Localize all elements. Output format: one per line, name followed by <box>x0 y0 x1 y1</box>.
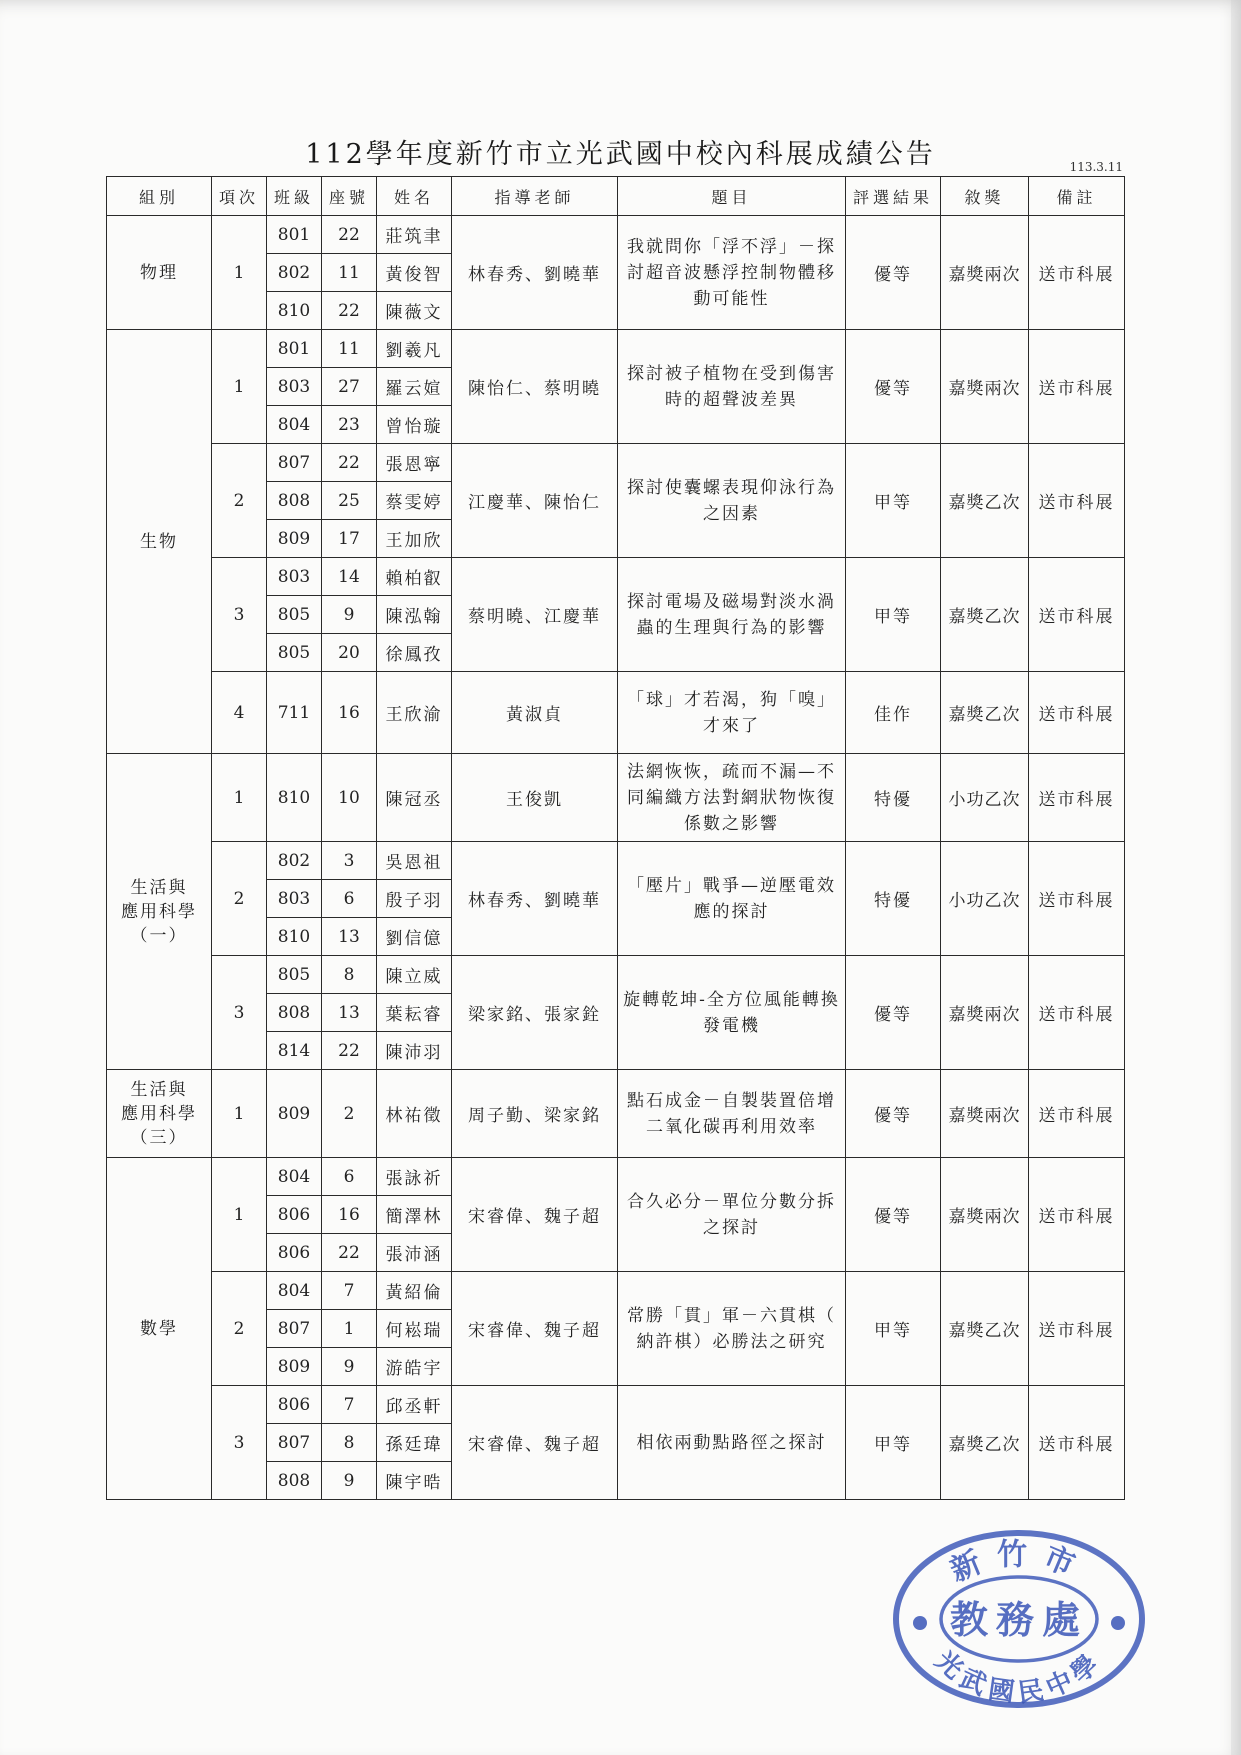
topic-cell <box>618 1158 846 1272</box>
table-row <box>107 842 1125 880</box>
student-name-cell: 陳沛羽 <box>377 1032 452 1070</box>
award-cell: 嘉獎兩次 <box>941 1070 1029 1158</box>
seat-cell: 17 <box>322 520 377 558</box>
student-name-cell: 何崧瑞 <box>377 1310 452 1348</box>
class-cell: 809 <box>267 520 322 558</box>
seal-bottom-text: 光武國民中學 <box>929 1645 1109 1709</box>
class-cell: 805 <box>267 634 322 672</box>
table-row <box>107 672 1125 754</box>
seat-cell: 13 <box>322 918 377 956</box>
student-name-cell: 黃紹倫 <box>377 1272 452 1310</box>
remark-cell: 送市科展 <box>1029 444 1125 558</box>
group-label-line: 生物 <box>140 531 178 552</box>
topic-line: 才來了 <box>703 715 760 736</box>
header-topic: 題目 <box>618 177 846 216</box>
group-cell <box>107 216 212 330</box>
topic-line: 討超音波懸浮控制物體移 <box>627 262 836 283</box>
seat-cell: 13 <box>322 994 377 1032</box>
teacher-cell: 江慶華、陳怡仁 <box>452 444 618 558</box>
item-cell: 3 <box>212 558 267 672</box>
header-seat: 座號 <box>322 177 377 216</box>
topic-cell <box>618 444 846 558</box>
class-cell: 810 <box>267 754 322 842</box>
teacher-cell: 林春秀、劉曉華 <box>452 842 618 956</box>
seat-cell: 16 <box>322 672 377 754</box>
student-name-cell: 陳薇文 <box>377 292 452 330</box>
remark-cell: 送市科展 <box>1029 1386 1125 1500</box>
group-label-line: （一） <box>130 925 188 946</box>
result-cell: 佳作 <box>846 672 941 754</box>
topic-line: 探討被子植物在受到傷害 <box>627 363 836 384</box>
award-cell: 嘉獎乙次 <box>941 558 1029 672</box>
student-name-cell: 孫廷瑋 <box>377 1424 452 1462</box>
class-cell: 801 <box>267 216 322 254</box>
seat-cell: 22 <box>322 292 377 330</box>
topic-line: 點石成金－自製裝置倍增 <box>627 1090 836 1111</box>
student-name-cell: 林祐徵 <box>377 1070 452 1158</box>
class-cell: 809 <box>267 1070 322 1158</box>
student-name-cell: 陳冠丞 <box>377 754 452 842</box>
class-cell: 803 <box>267 368 322 406</box>
remark-cell: 送市科展 <box>1029 1070 1125 1158</box>
remark-cell: 送市科展 <box>1029 1158 1125 1272</box>
topic-cell <box>618 842 846 956</box>
topic-cell <box>618 1386 846 1500</box>
remark-cell: 送市科展 <box>1029 672 1125 754</box>
scan-edge-strip <box>1231 0 1241 1755</box>
student-name-cell: 王加欣 <box>377 520 452 558</box>
group-label-line: 生活與 <box>130 877 188 898</box>
topic-line: 二氧化碳再利用效率 <box>646 1116 817 1137</box>
table-row <box>107 558 1125 596</box>
student-name-cell: 曾怡璇 <box>377 406 452 444</box>
topic-line: 動可能性 <box>693 288 770 309</box>
student-name-cell: 吳恩祖 <box>377 842 452 880</box>
header-name: 姓名 <box>377 177 452 216</box>
topic-line: 時的超聲波差異 <box>665 389 798 410</box>
class-cell: 804 <box>267 1158 322 1196</box>
seat-cell: 7 <box>322 1386 377 1424</box>
topic-cell <box>618 956 846 1070</box>
group-label-line: （三） <box>130 1127 188 1148</box>
topic-line: 發電機 <box>703 1015 760 1036</box>
teacher-cell: 梁家銘、張家銓 <box>452 956 618 1070</box>
item-cell: 1 <box>212 330 267 444</box>
item-cell: 2 <box>212 842 267 956</box>
class-cell: 804 <box>267 406 322 444</box>
teacher-cell: 黃淑貞 <box>452 672 618 754</box>
table-row <box>107 330 1125 368</box>
seat-cell: 14 <box>322 558 377 596</box>
header-row <box>107 177 1125 216</box>
topic-cell <box>618 1070 846 1158</box>
table-row <box>107 1386 1125 1424</box>
table-row <box>107 1070 1125 1158</box>
student-name-cell: 游皓宇 <box>377 1348 452 1386</box>
student-name-cell: 賴柏叡 <box>377 558 452 596</box>
table-row <box>107 956 1125 994</box>
topic-line: 係數之影響 <box>684 813 779 834</box>
seal-top-text: 新竹市 <box>945 1537 1093 1589</box>
student-name-cell: 陳泓翰 <box>377 596 452 634</box>
result-cell: 甲等 <box>846 558 941 672</box>
class-cell: 809 <box>267 1348 322 1386</box>
award-cell: 嘉獎乙次 <box>941 672 1029 754</box>
topic-cell <box>618 216 846 330</box>
seat-cell: 22 <box>322 444 377 482</box>
announcement-date: 113.3.11 <box>1069 160 1123 174</box>
award-cell: 小功乙次 <box>941 842 1029 956</box>
seat-cell: 8 <box>322 1424 377 1462</box>
svg-text:光武國民中學 <box>929 1646 1109 1709</box>
seat-cell: 22 <box>322 1234 377 1272</box>
student-name-cell: 莊筑聿 <box>377 216 452 254</box>
group-label-line: 生活與 <box>130 1079 188 1100</box>
student-name-cell: 劉羲凡 <box>377 330 452 368</box>
topic-line: 「球」才若渴，狗「嗅」 <box>627 689 836 710</box>
seat-cell: 20 <box>322 634 377 672</box>
result-cell: 優等 <box>846 216 941 330</box>
teacher-cell: 宋睿偉、魏子超 <box>452 1386 618 1500</box>
item-cell: 2 <box>212 1272 267 1386</box>
seal-flower-left-icon <box>913 1616 927 1630</box>
teacher-cell: 蔡明曉、江慶華 <box>452 558 618 672</box>
topic-line: 旋轉乾坤-全方位風能轉換 <box>623 989 840 1010</box>
student-name-cell: 張恩寧 <box>377 444 452 482</box>
topic-line: 之探討 <box>703 1217 760 1238</box>
item-cell: 1 <box>212 216 267 330</box>
student-name-cell: 簡澤林 <box>377 1196 452 1234</box>
class-cell: 802 <box>267 842 322 880</box>
seat-cell: 2 <box>322 1070 377 1158</box>
teacher-cell: 宋睿偉、魏子超 <box>452 1158 618 1272</box>
result-cell: 特優 <box>846 842 941 956</box>
seat-cell: 3 <box>322 842 377 880</box>
seat-cell: 6 <box>322 1158 377 1196</box>
table-row <box>107 1272 1125 1310</box>
topic-line: 「壓片」戰爭—逆壓電效 <box>627 875 836 896</box>
result-cell: 特優 <box>846 754 941 842</box>
topic-line: 我就問你「浮不浮」－探 <box>627 236 836 257</box>
group-label-line: 應用科學 <box>121 1103 197 1124</box>
group-cell <box>107 754 212 1070</box>
remark-cell: 送市科展 <box>1029 956 1125 1070</box>
class-cell: 805 <box>267 956 322 994</box>
topic-line: 常勝「貫」軍－六貫棋（ <box>627 1305 836 1326</box>
student-name-cell: 蔡雯婷 <box>377 482 452 520</box>
result-cell: 甲等 <box>846 1272 941 1386</box>
student-name-cell: 邱丞軒 <box>377 1386 452 1424</box>
table-row <box>107 444 1125 482</box>
seal-center-text: 教務處 <box>949 1597 1089 1642</box>
topic-cell <box>618 558 846 672</box>
topic-line: 蟲的生理與行為的影響 <box>636 617 827 638</box>
result-cell: 甲等 <box>846 444 941 558</box>
remark-cell: 送市科展 <box>1029 330 1125 444</box>
class-cell: 808 <box>267 482 322 520</box>
topic-line: 法網恢恢，疏而不漏—不 <box>627 761 836 782</box>
topic-cell <box>618 672 846 754</box>
result-cell: 優等 <box>846 1158 941 1272</box>
seat-cell: 27 <box>322 368 377 406</box>
award-cell: 小功乙次 <box>941 754 1029 842</box>
header-teacher: 指導老師 <box>452 177 618 216</box>
award-cell: 嘉獎兩次 <box>941 1158 1029 1272</box>
class-cell: 804 <box>267 1272 322 1310</box>
seat-cell: 9 <box>322 1348 377 1386</box>
class-cell: 805 <box>267 596 322 634</box>
topic-cell <box>618 330 846 444</box>
student-name-cell: 陳宇晧 <box>377 1462 452 1500</box>
header-award: 敘獎 <box>941 177 1029 216</box>
award-cell: 嘉獎兩次 <box>941 216 1029 330</box>
seat-cell: 1 <box>322 1310 377 1348</box>
page-title: 112學年度新竹市立光武國中校內科展成績公告 <box>305 139 936 170</box>
group-label-line: 應用科學 <box>121 901 197 922</box>
topic-line: 同編織方法對網狀物恢復 <box>627 787 836 808</box>
award-cell: 嘉獎乙次 <box>941 1386 1029 1500</box>
remark-cell: 送市科展 <box>1029 842 1125 956</box>
class-cell: 807 <box>267 1424 322 1462</box>
result-cell: 甲等 <box>846 1386 941 1500</box>
seat-cell: 23 <box>322 406 377 444</box>
seat-cell: 11 <box>322 254 377 292</box>
item-cell: 4 <box>212 672 267 754</box>
group-cell <box>107 330 212 754</box>
item-cell: 1 <box>212 1070 267 1158</box>
header-remark: 備註 <box>1029 177 1125 216</box>
student-name-cell: 王欣渝 <box>377 672 452 754</box>
class-cell: 807 <box>267 444 322 482</box>
header-item: 項次 <box>212 177 267 216</box>
remark-cell: 送市科展 <box>1029 216 1125 330</box>
school-seal-stamp <box>890 1515 1148 1710</box>
class-cell: 803 <box>267 558 322 596</box>
class-cell: 806 <box>267 1196 322 1234</box>
class-cell: 808 <box>267 994 322 1032</box>
remark-cell: 送市科展 <box>1029 1272 1125 1386</box>
class-cell: 801 <box>267 330 322 368</box>
teacher-cell: 宋睿偉、魏子超 <box>452 1272 618 1386</box>
group-label-line: 數學 <box>140 1318 178 1339</box>
student-name-cell: 張沛涵 <box>377 1234 452 1272</box>
award-cell: 嘉獎兩次 <box>941 956 1029 1070</box>
class-cell: 808 <box>267 1462 322 1500</box>
topic-line: 相依兩動點路徑之探討 <box>636 1432 827 1453</box>
table-row <box>107 1158 1125 1196</box>
seat-cell: 22 <box>322 1032 377 1070</box>
table-row <box>107 216 1125 254</box>
group-cell <box>107 1070 212 1158</box>
item-cell: 1 <box>212 1158 267 1272</box>
topic-line: 探討電場及磁場對淡水渦 <box>627 591 836 612</box>
seat-cell: 11 <box>322 330 377 368</box>
class-cell: 806 <box>267 1234 322 1272</box>
student-name-cell: 張詠祈 <box>377 1158 452 1196</box>
student-name-cell: 劉信億 <box>377 918 452 956</box>
header-group: 組別 <box>107 177 212 216</box>
class-cell: 806 <box>267 1386 322 1424</box>
class-cell: 803 <box>267 880 322 918</box>
student-name-cell: 陳立威 <box>377 956 452 994</box>
class-cell: 711 <box>267 672 322 754</box>
teacher-cell: 周子勤、梁家銘 <box>452 1070 618 1158</box>
results-body <box>107 216 1125 1500</box>
class-cell: 814 <box>267 1032 322 1070</box>
result-cell: 優等 <box>846 1070 941 1158</box>
student-name-cell: 葉耘睿 <box>377 994 452 1032</box>
results-table <box>106 176 1125 1500</box>
result-cell: 優等 <box>846 330 941 444</box>
topic-line: 應的探討 <box>693 901 770 922</box>
table-row <box>107 754 1125 842</box>
topic-line: 探討使囊螺表現仰泳行為 <box>627 477 836 498</box>
group-cell <box>107 1158 212 1500</box>
seat-cell: 16 <box>322 1196 377 1234</box>
item-cell: 2 <box>212 444 267 558</box>
class-cell: 802 <box>267 254 322 292</box>
award-cell: 嘉獎乙次 <box>941 444 1029 558</box>
seat-cell: 6 <box>322 880 377 918</box>
seat-cell: 25 <box>322 482 377 520</box>
topic-cell <box>618 754 846 842</box>
item-cell: 1 <box>212 754 267 842</box>
svg-text:新竹市 <box>945 1537 1092 1588</box>
seat-cell: 10 <box>322 754 377 842</box>
teacher-cell: 王俊凱 <box>452 754 618 842</box>
award-cell: 嘉獎兩次 <box>941 330 1029 444</box>
topic-cell <box>618 1272 846 1386</box>
seat-cell: 8 <box>322 956 377 994</box>
header-result: 評選結果 <box>846 177 941 216</box>
seal-flower-right-icon <box>1111 1616 1125 1630</box>
remark-cell: 送市科展 <box>1029 754 1125 842</box>
item-cell: 3 <box>212 956 267 1070</box>
class-cell: 810 <box>267 292 322 330</box>
remark-cell: 送市科展 <box>1029 558 1125 672</box>
teacher-cell: 林春秀、劉曉華 <box>452 216 618 330</box>
topic-line: 合久必分－單位分數分拆 <box>627 1191 836 1212</box>
topic-line: 納許棋）必勝法之研究 <box>636 1331 827 1352</box>
seat-cell: 9 <box>322 1462 377 1500</box>
teacher-cell: 陳怡仁、蔡明曉 <box>452 330 618 444</box>
seat-cell: 7 <box>322 1272 377 1310</box>
class-cell: 807 <box>267 1310 322 1348</box>
student-name-cell: 徐鳳孜 <box>377 634 452 672</box>
group-label-line: 物理 <box>140 262 178 283</box>
seat-cell: 22 <box>322 216 377 254</box>
header-class: 班級 <box>267 177 322 216</box>
student-name-cell: 殷子羽 <box>377 880 452 918</box>
class-cell: 810 <box>267 918 322 956</box>
result-cell: 優等 <box>846 956 941 1070</box>
topic-line: 之因素 <box>703 503 760 524</box>
student-name-cell: 黃俊智 <box>377 254 452 292</box>
award-cell: 嘉獎乙次 <box>941 1272 1029 1386</box>
seat-cell: 9 <box>322 596 377 634</box>
student-name-cell: 羅云媗 <box>377 368 452 406</box>
item-cell: 3 <box>212 1386 267 1500</box>
